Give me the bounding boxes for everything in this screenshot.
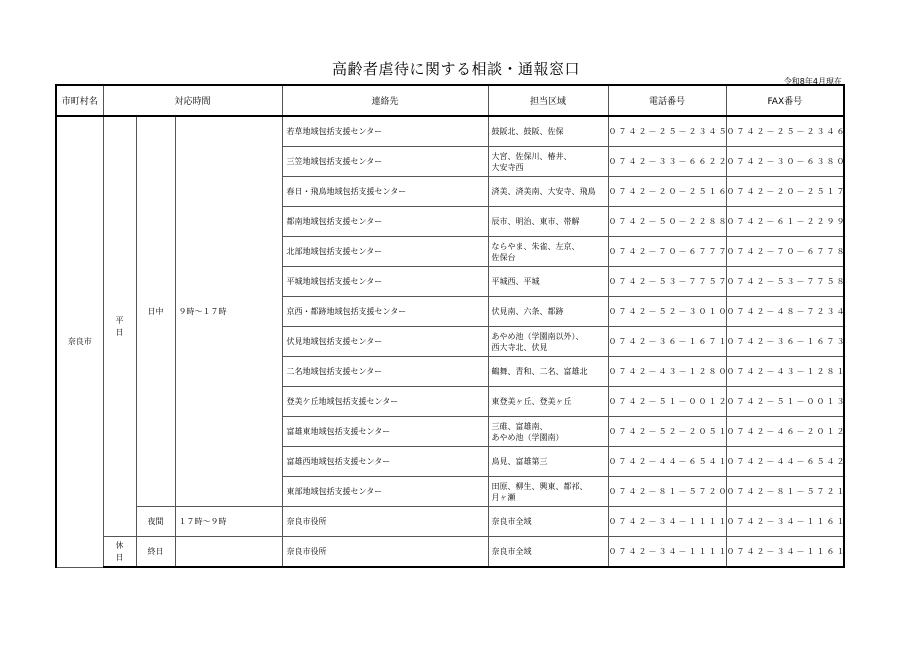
fax-number: ０７４２－４６－２０１２	[726, 417, 844, 447]
contact-table	[55, 84, 845, 568]
fax-number: ０７４２－３４－１１６１	[726, 507, 844, 537]
weekday-label-char: 平	[115, 315, 124, 325]
service-area	[488, 297, 608, 327]
header-contact: 連絡先	[282, 85, 488, 116]
holiday-label	[103, 537, 136, 568]
weekday-label-char: 日	[115, 327, 124, 337]
contact-name: 東部地域包括支援センター	[282, 477, 488, 507]
contact-name: 北部地域包括支援センター	[282, 237, 488, 267]
header-hours: 対応時間	[103, 85, 282, 116]
phone-number: ０７４２－５２－２０５１	[608, 417, 726, 447]
fax-number: ０７４２－３６－１６７３	[726, 327, 844, 357]
contact-name: 京西・都跡地域包括支援センター	[282, 297, 488, 327]
service-area-text: あやめ池（学園南以外）、 西大寺北、伏見	[491, 331, 584, 352]
fax-number: ０７４２－５３－７７５８	[726, 267, 844, 297]
service-area-text: 鳥見、富雄第三	[491, 457, 548, 466]
fax-number: ０７４２－８１－５７２１	[726, 477, 844, 507]
fax-number: ０７４２－７０－６７７８	[726, 237, 844, 267]
phone-number: ０７４２－３４－１１１１	[608, 507, 726, 537]
allday-label: 終日	[136, 537, 175, 568]
contact-name: 二名地域包括支援センター	[282, 357, 488, 387]
fax-number: ０７４２－４８－７２３４	[726, 297, 844, 327]
service-area	[488, 387, 608, 417]
service-area	[488, 447, 608, 477]
phone-number: ０７４２－３６－１６７１	[608, 327, 726, 357]
service-area-text: 奈良市全域	[491, 547, 532, 556]
contact-name: 春日・飛鳥地域包括支援センター	[282, 177, 488, 207]
contact-name: 伏見地域包括支援センター	[282, 327, 488, 357]
phone-number: ０７４２－２５－２３４５	[608, 116, 726, 147]
service-area-text: 平城西、平城	[491, 277, 540, 286]
daytime-label: 日中	[136, 116, 175, 507]
service-area-text: 田原、柳生、興東、都祁、 月ヶ瀬	[491, 481, 588, 502]
phone-number: ０７４２－５０－２２８８	[608, 207, 726, 237]
table-row	[56, 116, 844, 147]
table-row	[56, 507, 844, 537]
fax-number: ０７４２－６１－２２９９	[726, 207, 844, 237]
table-row	[56, 537, 844, 568]
service-area-text: 辰市、明治、東市、帯解	[491, 217, 580, 226]
holiday-label-char: 日	[115, 552, 124, 562]
service-area	[488, 207, 608, 237]
contact-name: 富雄東地域包括支援センター	[282, 417, 488, 447]
fax-number: ０７４２－４４－６５４２	[726, 447, 844, 477]
fax-number: ０７４２－２０－２５１７	[726, 177, 844, 207]
fax-number: ０７４２－２５－２３４６	[726, 116, 844, 147]
as-of-date: 令和8年4月現在	[783, 77, 842, 86]
night-hours: １７時～９時	[175, 507, 282, 537]
service-area-text: 鼓阪北、鼓阪、佐保	[491, 127, 564, 136]
service-area	[488, 537, 608, 568]
phone-number: ０７４２－３４－１１１１	[608, 537, 726, 568]
contact-name: 平城地域包括支援センター	[282, 267, 488, 297]
header-area: 担当区域	[488, 85, 608, 116]
phone-number: ０７４２－５１－００１２	[608, 387, 726, 417]
table-body	[56, 116, 847, 567]
service-area	[488, 357, 608, 387]
service-area-text: ならやま、朱雀、左京、 佐保台	[491, 241, 580, 262]
municipality-name: 奈良市	[56, 116, 103, 567]
phone-number: ０７４２－２０－２５１６	[608, 177, 726, 207]
service-area-text: 鶴舞、青和、二名、富雄北	[491, 367, 588, 376]
service-area	[488, 177, 608, 207]
service-area	[488, 116, 608, 147]
service-area	[488, 507, 608, 537]
night-label: 夜間	[136, 507, 175, 537]
service-area	[488, 417, 608, 447]
holiday-label-char: 休	[115, 540, 124, 550]
service-area-text: 済美、済美南、大安寺、飛鳥	[491, 187, 596, 196]
contact-name: 若草地域包括支援センター	[282, 116, 488, 147]
fax-number: ０７４２－３４－１１６１	[726, 537, 844, 568]
contact-name: 奈良市役所	[282, 537, 488, 568]
service-area	[488, 237, 608, 267]
contact-name: 都南地域包括支援センター	[282, 207, 488, 237]
phone-number: ０７４２－５２－３０１０	[608, 297, 726, 327]
fax-number: ０７４２－３０－６３８０	[726, 147, 844, 177]
phone-number: ０７４２－５３－７７５７	[608, 267, 726, 297]
service-area	[488, 267, 608, 297]
weekday-label	[103, 116, 136, 537]
page-title: 高齢者虐待に関する相談・通報窓口	[331, 60, 580, 78]
fax-number: ０７４２－４３－１２８１	[726, 357, 844, 387]
service-area-text: 東登美ヶ丘、登美ヶ丘	[491, 397, 572, 406]
service-area-text: 奈良市全域	[491, 517, 532, 526]
contact-name: 登美ケ丘地域包括支援センター	[282, 387, 488, 417]
service-area	[488, 477, 608, 507]
phone-number: ０７４２－４３－１２８０	[608, 357, 726, 387]
allday-hours	[175, 537, 282, 568]
phone-number: ０７４２－７０－６７７７	[608, 237, 726, 267]
phone-number: ０７４２－４４－６５４１	[608, 447, 726, 477]
service-area-text: 伏見南、六条、都跡	[491, 307, 564, 316]
daytime-hours: ９時～１７時	[175, 116, 282, 507]
header-fax: FAX番号	[726, 85, 844, 116]
contact-name: 奈良市役所	[282, 507, 488, 537]
service-area-text: 大宮、佐保川、椿井、 大安寺西	[491, 151, 572, 172]
phone-number: ０７４２－８１－５７２０	[608, 477, 726, 507]
phone-number: ０７４２－３３－６６２２	[608, 147, 726, 177]
service-area	[488, 327, 608, 357]
header-row	[56, 85, 844, 116]
header-phone: 電話番号	[608, 85, 726, 116]
service-area-text: 三碓、富雄南、 あやめ池（学園南）	[491, 421, 564, 442]
service-area	[488, 147, 608, 177]
header-municipality: 市町村名	[56, 85, 103, 116]
contact-name: 三笠地域包括支援センター	[282, 147, 488, 177]
fax-number: ０７４２－５１－００１３	[726, 387, 844, 417]
contact-name: 富雄西地域包括支援センター	[282, 447, 488, 477]
